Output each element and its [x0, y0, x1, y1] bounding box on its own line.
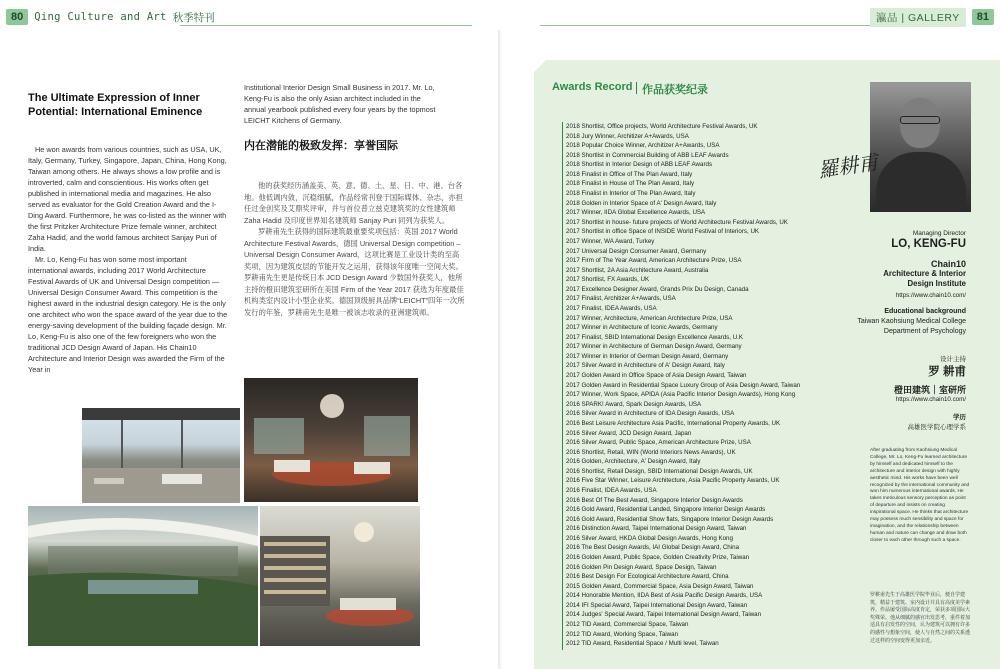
header-rule-right: [540, 25, 890, 26]
section-tag: 瀛品 | GALLERY: [870, 8, 966, 27]
award-item: 2017 Winner in Interior of German Design Award, Germany: [566, 352, 729, 360]
award-item: 2016 Golden Pin Design Award, Space Design, Taiwan: [566, 563, 717, 571]
award-item: 2016 Golden Award, Public Space, Golden Creativity Prize, Taiwan: [566, 554, 750, 562]
bio-name: LO, KENG-FU: [891, 238, 966, 250]
award-item: 2018 Finalist in Interior of The Plan Award, Italy: [566, 190, 696, 198]
bio-edu-cn: 高雄医学院心理学系: [907, 424, 966, 431]
award-item: 2016 Best Of The Best Award, Singapore Interior Design Awards: [566, 496, 743, 504]
award-item: 2017 Shortlist in office Space of INSIDE World Festival of Interiors, UK: [566, 228, 760, 236]
bio-name-cn: 罗 耕甫: [928, 366, 966, 378]
award-item: 2012 TID Award, Residential Space / Multi level, Taiwan: [566, 640, 719, 648]
bio-company-sub: Architecture & Interior Design Institute: [883, 269, 966, 288]
award-item: 2017 Finalist, SBID International Design Excellence Awards, U.K: [566, 333, 744, 341]
article-column-1: [28, 144, 228, 375]
bio-edu-label: Educational background: [884, 308, 966, 315]
award-item: 2017 Winner in Architecture of German Design Award, Germany: [566, 343, 742, 351]
award-item: 2018 Shortlist, Office projects, World Architecture Festival Awards, UK: [566, 123, 758, 130]
awards-list: [566, 122, 856, 649]
bio-edu-line-2: Department of Psychology: [883, 328, 966, 335]
award-item: 2018 Finalist in Office of The Plan Award, Italy: [566, 170, 693, 178]
award-item: 2017 Firm of The Year Award, American Architecture Prize, USA: [566, 257, 742, 265]
section-tag-en: GALLERY: [908, 11, 960, 24]
page-number-right: 81: [972, 9, 994, 25]
awards-title-cn: 作品获奖纪录: [642, 84, 708, 96]
award-item: 2016 Shortlist, Retail, WIN (World Interiors News Awards), UK: [566, 448, 736, 456]
award-item: 2017 Winner in Architecture of Iconic Awards, Germany: [566, 324, 718, 332]
header-right: [870, 8, 994, 26]
bio-text-cn: 罗耕甫先生于高雄医学院毕业后，便自学建筑，精益于建筑、室内设计并具有高度美学素养。作品屡受国际高度肯定，荣获多项国际大奖殊荣。他从细腻的感官出发思考，重件着加适具有启发性的空间，认为建筑可以拥有许多的感性与想象空间，使人与自然之间的关系透过这样的空间变得更加亲近。: [870, 592, 971, 644]
award-item: 2017 Silver Award in Architecture of A' Design Award, Italy: [566, 362, 725, 370]
award-item: 2012 TID Award, Working Space, Taiwan: [566, 630, 679, 638]
award-item: 2016 Gold Award, Residential Show flats, Singapore Interior Design Awards: [566, 515, 774, 523]
bio-text-en: After graduating from Kaohsiung Medical College, Mr. Lo, Keng-Fu learned architecture by himself and dedicated himself to the architecture and interior design with highly aesthetic mind. His works have been well recognized by the international community and won him numerous international awards. He takes meticulous sensory perception as point of departure and insists on creating inspirational space. He thinks that architecture may possess much sensibility and space for imagination, and the relationship between human and nature can change and draw both closer to each other through such a space.: [870, 448, 970, 543]
article-paragraph-cn: 罗耕甫先生获得的国际建筑最重要奖项包括：英国 2017 World Architecture Festival Awards、德国 Universal Design competition – Universal Design Consumer Award，这项比赛是工业设计类的至高奖项，因为建筑皮层的节能开发之运用，获得该年度唯一空间大奖。罗耕甫先生更是传统日本 JCD Design Award 少数国外获奖人，他所主持的橙田建筑室研所在美国 Firm of the Year 2017 获选为年度最佳机构类室内设计小型企业奖。德国顶级厨具品牌“LEICHT”四年一次所发行的年鉴，罗耕甫先生是唯一被该志收录的亚洲建筑师。: [244, 227, 465, 317]
award-item: 2016 Golden, Architecture, A' Design Award, Italy: [566, 458, 701, 466]
award-item: 2016 SPARK! Award, Spark Design Awards, USA: [566, 400, 702, 408]
award-item: 2018 Finalist in House of The Plan Award, Italy: [566, 180, 695, 188]
award-item: 2017 Universal Design Consumer Award, Germany: [566, 247, 707, 255]
award-item: 2017 Winner, IIDA Global Excellence Awards, USA: [566, 209, 706, 217]
award-item: 2014 Honorable Mention, IIDA Best of Asia Pacific Design Awards, USA: [566, 592, 763, 600]
award-item: 2017 Shortlist, FX Awards, UK: [566, 276, 650, 284]
award-item: 2017 Shortlist, 2A Asia Architecture Award, Australia: [566, 266, 709, 274]
award-item: 2016 Best Design For Ecological Architecture Award, China: [566, 573, 729, 581]
portrait-photo: [870, 82, 971, 212]
award-item: 2017 Finalist, Architizer A+Awards, USA: [566, 295, 676, 303]
award-item: 2017 Winner, Work Space, APIDA (Asia Pacific Interior Design Awards), Hong Kong: [566, 391, 796, 399]
photo-library-room: [260, 506, 420, 646]
award-item: 2014 Judges' Special Award, Taipei International Design Award, Taiwan: [566, 611, 762, 619]
article-headline: The Ultimate Expression of Inner Potential: International Eminence: [28, 92, 203, 118]
award-item: 2017 Winner, Architecture, American Architecture Prize, USA: [566, 314, 733, 322]
article-paragraph: He won awards from various countries, such as USA, UK, Italy, Germany, Turkey, Singapore, Japan, China, Hong Kong, Taiwan among others. He always shows a low profile and is introverted, calm and conscientious. His works often get published in international media and magazines. He also served as evaluator for the Gold Creation Award and the I-Ding Award. Furthermore, he was co-listed as the winner with the first Pritzker Architecture Prize female winner, architect Zaha Hadid, and the world famous architect Sanjay Puri of India.: [28, 145, 227, 253]
portrait-glasses: [900, 116, 940, 124]
award-item: 2017 Golden Award in Residential Space Luxury Group of Asia Design Award, Taiwan: [566, 381, 801, 389]
header-rule-left: [180, 25, 472, 26]
award-item: 2016 Gold Award, Residential Landed, Singapore Interior Design Awards: [566, 506, 766, 514]
award-item: 2014 IFI Special Award, Taipei International Design Award, Taiwan: [566, 601, 748, 609]
header-left: [6, 8, 215, 26]
award-item: 2017 Shortlist in house- future projects of World Architecture Festival Awards, UK: [566, 218, 788, 226]
article-column-2: Institutional Interior Design Small Business in 2017. Mr. Lo, Keng-Fu is also the only Asian architect included in the annual yearbook published every four years by the topmost LEICHT Kitchens of Germany.: [244, 83, 436, 125]
photo-building-exterior: [28, 506, 258, 646]
award-item: 2018 Jury Winner, Architizer A+Awards, USA: [566, 132, 689, 140]
photo-living-room-glass: [82, 408, 240, 503]
award-item: 2016 Distinction Award, Taipei International Design Award, Taiwan: [566, 525, 747, 533]
award-item: 2018 Popular Choice Winner, Architizer A+Awards, USA: [566, 142, 720, 150]
bio-url-cn: https://www.chain10.com/: [895, 396, 966, 403]
award-item: 2016 Silver Award, Public Space, American Architecture Prize, USA: [566, 439, 751, 447]
article-column-cn: [244, 180, 466, 318]
article-headline-cn: 内在潜能的极致发挥：享誉国际: [244, 140, 398, 152]
award-item: 2018 Shortlist in Interior Design of ABB LEAF Awards: [566, 161, 713, 169]
page-number-left: 80: [6, 9, 28, 25]
awards-rule: [562, 122, 563, 650]
award-item: 2016 Silver Award in Architecture of IDA Design Awards, USA: [566, 410, 735, 418]
bio-company: Chain10: [930, 259, 966, 269]
issue-label: 秋季特刊: [172, 11, 215, 24]
award-item: 2016 Finalist, IDEA Awards, USA: [566, 486, 657, 494]
award-item: 2018 Shortlist in Commercial Building of ABB LEAF Awards: [566, 151, 729, 159]
award-item: 2015 Golden Award, Commercial Space, Asia Design Award, Taiwan: [566, 582, 754, 590]
bio-role-cn: 设计主持: [940, 356, 966, 363]
award-item: 2012 TID Award, Commercial Space, Taiwan: [566, 621, 689, 629]
award-item: 2017 Excellence Designer Award, Grands Prix Du Design, Canada: [566, 285, 749, 293]
award-item: 2016 Silver Award, HKDA Global Design Awards, Hong Kong: [566, 534, 733, 542]
award-item: 2016 Best Leisure Architecture Asia Pacific, International Property Awards, UK: [566, 419, 781, 427]
photo-lounge-chandelier: [244, 378, 418, 502]
bio-url: https://www.chain10.com/: [895, 292, 966, 299]
award-item: 2016 Silver Award, JCD Design Award, Japan: [566, 429, 692, 437]
article-paragraph: Mr. Lo, Keng-Fu has won some most important international awards, including 2017 World Architecture Festival Awards of UK and Universal Design competition — Universal Design Consumer Award. This competition is the highest award in the industrial design category. He is the only one architect who won the space award of the year due to the energy-saving development of the building façade design. Mr. Lo, Keng-Fu is also one of the few foreigners who won the traditional JCD Design Award of Japan. His Chain10 Architecture and Interior Design was awarded the Firm of the Year in: [28, 255, 228, 374]
article-paragraph-cn: 他的获奖经历涵盖美、英、意、德、土、星、日、中、港、台各地。他低调内敛，沉稳细腻，作品经常刊登于国际媒体、杂志，亦担任过金创奖及艾鼎奖评审，并与首位普立兹克建筑奖的女性建筑师 Zaha Hadid 及印度世界知名建筑师 Sanjay Puri 同列为获奖人。: [244, 181, 463, 225]
page-gutter: [498, 30, 502, 669]
bio-edu-label-cn: 学历: [953, 414, 966, 421]
award-item: 2018 Golden in Interior Space of A' Design Award, Italy: [566, 199, 717, 207]
award-item: 2016 Five Star Winner, Leisure Architecture, Asia Pacific Property Awards, UK: [566, 477, 780, 485]
bio-company-cn: 橙田建筑｜室研所: [893, 385, 966, 395]
award-item: 2017 Golden Award in Office Space of Asia Design Award, Taiwan: [566, 372, 747, 380]
award-item: 2016 The Best Design Awards, IAI Global Design Award, China: [566, 544, 740, 552]
awards-title: Awards Record: [552, 81, 633, 93]
award-item: 2017 Winner, WA Award, Turkey: [566, 237, 655, 245]
portrait-shoulders: [876, 152, 966, 212]
bio-role: Managing Director: [912, 230, 966, 237]
award-item: 2016 Shortlist, Retail Design, SBID International Design Awards, UK: [566, 467, 753, 475]
award-item: 2017 Finalist, IDEA Awards, USA: [566, 304, 657, 312]
bio-edu-line-1: Taiwan Kaohsiung Medical College: [857, 318, 966, 325]
magazine-name: Qing Culture and Art: [34, 11, 167, 23]
awards-title-divider: [636, 82, 637, 94]
signature: 羅耕甫: [816, 149, 880, 183]
section-tag-cn: 瀛品: [875, 11, 898, 24]
